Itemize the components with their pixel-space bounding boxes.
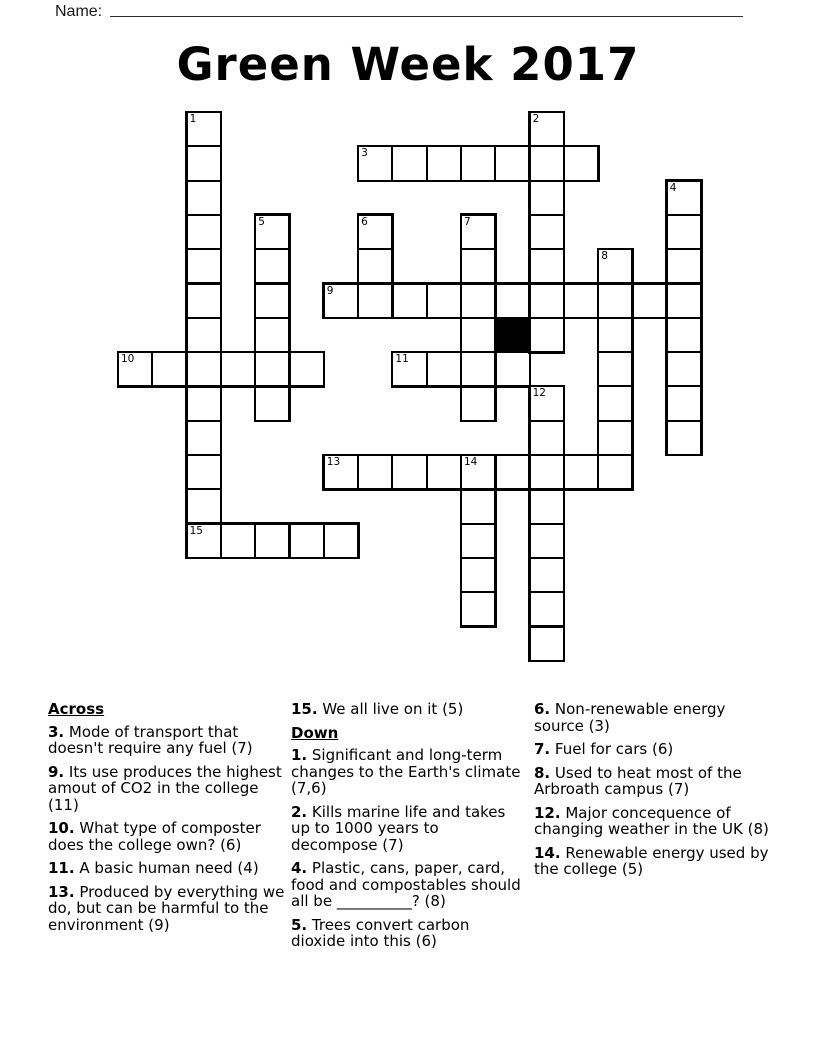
crossword-cell-r10-c2[interactable] xyxy=(186,454,222,490)
clue-text: Its use produces the highest amout of CO2 in the college (11) xyxy=(48,762,282,814)
clue-4 xyxy=(291,860,528,910)
crossword-cell-r4-c10[interactable] xyxy=(460,248,496,284)
crossword-cell-r1-c10[interactable] xyxy=(460,145,496,181)
clue-text: Significant and long-term changes to the Earth's climate (7,6) xyxy=(291,746,521,797)
clue-number: 12. xyxy=(534,803,561,822)
name-label: Name: xyxy=(55,3,103,20)
crossword-cell-r1-c8[interactable] xyxy=(391,145,427,181)
crossword-cell-r13-c12[interactable] xyxy=(529,557,565,593)
crossword-cell-r8-c4[interactable] xyxy=(254,385,290,421)
crossword-cell-r3-c10[interactable] xyxy=(460,214,496,250)
crossword-cell-r1-c13[interactable] xyxy=(563,145,599,181)
cell-number-10: 10 xyxy=(121,353,135,366)
clue-text: Produced by everything we do, but can be harmful to the environment (9) xyxy=(48,882,285,934)
crossword-cell-r1-c12[interactable] xyxy=(529,145,565,181)
cell-number-12: 12 xyxy=(532,387,546,400)
crossword-cell-r5-c13[interactable] xyxy=(563,283,599,319)
crossword-cell-r3-c2[interactable] xyxy=(186,214,222,250)
name-blank-line[interactable] xyxy=(110,2,743,17)
crossword-cell-r6-c2[interactable] xyxy=(186,317,222,353)
clue-text: A basic human need (4) xyxy=(74,859,259,877)
clue-number: 2. xyxy=(291,802,308,821)
cell-number-9: 9 xyxy=(326,284,334,297)
crossword-cell-r8-c16[interactable] xyxy=(666,385,702,421)
crossword-cell-r3-c16[interactable] xyxy=(666,214,702,250)
clue-number: 5. xyxy=(291,915,308,934)
cell-number-8: 8 xyxy=(601,250,608,263)
crossword-cell-r6-c10[interactable] xyxy=(460,317,496,353)
clue-text: Fuel for cars (6) xyxy=(550,740,674,758)
crossword-cell-r14-c10[interactable] xyxy=(460,591,496,627)
clue-number: 1. xyxy=(291,746,308,764)
crossword-cell-r10-c7[interactable] xyxy=(357,454,393,490)
crossword-cell-r3-c4[interactable] xyxy=(254,214,290,250)
crossword-cell-r10-c10[interactable] xyxy=(460,454,496,490)
cell-number-13: 13 xyxy=(326,456,341,468)
cell-number-1: 1 xyxy=(189,113,197,125)
crossword-cell-r2-c12[interactable] xyxy=(529,180,565,216)
clue-text: Major concequence of changing weather in the UK (8) xyxy=(534,803,769,838)
clue-text: Used to heat most of the Arbroath campus (7) xyxy=(534,763,742,798)
clue-number: 9. xyxy=(48,762,65,781)
crossword-cell-r5-c15[interactable] xyxy=(632,283,668,319)
clue-number: 11. xyxy=(48,859,75,877)
crossword-cell-r12-c2[interactable] xyxy=(186,523,222,559)
crossword-cell-r11-c10[interactable] xyxy=(460,488,496,524)
crossword-cell-r4-c14[interactable] xyxy=(597,248,633,284)
cell-number-14: 14 xyxy=(464,456,478,468)
crossword-cell-r12-c4[interactable] xyxy=(254,523,290,559)
crossword-cell-r4-c12[interactable] xyxy=(529,248,565,284)
crossword-cell-r15-c12[interactable] xyxy=(529,626,565,662)
crossword-cell-r1-c11[interactable] xyxy=(494,145,530,181)
crossword-cell-r7-c11[interactable] xyxy=(494,351,530,387)
crossword-cell-r4-c4[interactable] xyxy=(254,248,290,284)
crossword-cell-r7-c8[interactable] xyxy=(391,351,427,387)
cell-number-3: 3 xyxy=(361,147,368,160)
cell-number-4: 4 xyxy=(669,181,677,194)
crossword-cell-r9-c2[interactable] xyxy=(186,420,222,456)
clue-13 xyxy=(48,884,285,934)
crossword-cell-r5-c14[interactable] xyxy=(597,283,633,319)
clue-text: What type of composter does the college own? (6) xyxy=(48,819,261,854)
crossword-cell-r12-c6[interactable] xyxy=(323,523,359,559)
clue-text: We all live on it (5) xyxy=(317,700,464,718)
clue-7 xyxy=(534,741,776,758)
clue-11 xyxy=(48,860,285,877)
crossword-cell-r0-c2[interactable] xyxy=(186,111,222,147)
crossword-cell-r11-c2[interactable] xyxy=(186,488,222,524)
crossword-cell-r2-c16[interactable] xyxy=(666,180,702,216)
clue-9 xyxy=(48,764,285,814)
crossword-cell-r7-c9[interactable] xyxy=(426,351,462,387)
crossword-cell-r5-c11[interactable] xyxy=(494,283,530,319)
crossword-cell-r10-c12[interactable] xyxy=(529,454,565,490)
clue-number: 6. xyxy=(534,700,551,718)
crossword-cell-r14-c12[interactable] xyxy=(529,591,565,627)
crossword-cell-r4-c16[interactable] xyxy=(666,248,702,284)
clue-text: Plastic, cans, paper, card, food and compostables should all be __________? (8) xyxy=(291,859,521,910)
crossword-cell-r5-c10[interactable] xyxy=(460,283,496,319)
crossword-cell-r8-c2[interactable] xyxy=(186,385,222,421)
clues-column-down xyxy=(534,701,776,885)
clue-10 xyxy=(48,820,285,853)
crossword-cell-r7-c0[interactable] xyxy=(117,351,153,387)
clue-number: 8. xyxy=(534,763,551,782)
crossword-cell-r7-c2[interactable] xyxy=(186,351,222,387)
crossword-cell-r12-c12[interactable] xyxy=(529,523,565,559)
crossword-cell-r5-c8[interactable] xyxy=(391,283,427,319)
down-header: Down xyxy=(291,723,339,742)
crossword-cell-r11-c12[interactable] xyxy=(529,488,565,524)
crossword-cell-r7-c14[interactable] xyxy=(597,351,633,387)
clue-5 xyxy=(291,917,528,950)
clue-1 xyxy=(291,747,528,797)
crossword-cell-r1-c2[interactable] xyxy=(186,145,222,181)
crossword-cell-r1-c7[interactable] xyxy=(357,145,393,181)
crossword-cell-r10-c14[interactable] xyxy=(597,454,633,490)
cell-number-15: 15 xyxy=(189,524,203,537)
clue-number: 13. xyxy=(48,882,75,901)
clue-2 xyxy=(291,804,528,854)
across-header: Across xyxy=(48,700,105,718)
crossword-cell-r5-c9[interactable] xyxy=(426,283,462,319)
crossword-cell-r3-c12[interactable] xyxy=(529,214,565,250)
crossword-cell-r4-c7[interactable] xyxy=(357,248,393,284)
crossword-cell-r6-c14[interactable] xyxy=(597,317,633,353)
crossword-cell-r6-c12[interactable] xyxy=(529,317,565,353)
crossword-cell-r9-c12[interactable] xyxy=(529,420,565,456)
crossword-cell-r12-c10[interactable] xyxy=(460,523,496,559)
crossword-cell-r5-c16[interactable] xyxy=(666,283,702,319)
clue-text: Renewable energy used by the college (5) xyxy=(534,843,769,878)
crossword-cell-r7-c1[interactable] xyxy=(151,351,187,387)
crossword-cell-r8-c14[interactable] xyxy=(597,385,633,421)
clue-12 xyxy=(534,805,776,838)
clue-14 xyxy=(534,845,776,878)
clue-text: Trees convert carbon dioxide into this (6) xyxy=(291,915,470,950)
cell-number-5: 5 xyxy=(258,215,265,228)
crossword-cell-r5-c7[interactable] xyxy=(357,283,393,319)
cell-number-6: 6 xyxy=(361,215,368,228)
crossword-cell-r12-c5[interactable] xyxy=(289,523,325,559)
crossword-cell-r10-c13[interactable] xyxy=(563,454,599,490)
crossword-cell-r6-c16[interactable] xyxy=(666,317,702,353)
crossword-cell-r7-c5[interactable] xyxy=(289,351,325,387)
crossword-cell-r6-c4[interactable] xyxy=(254,317,290,353)
crossword-cell-r10-c8[interactable] xyxy=(391,454,427,490)
crossword-cell-r7-c3[interactable] xyxy=(220,351,256,387)
crossword-cell-r10-c11[interactable] xyxy=(494,454,530,490)
crossword-cell-r5-c12[interactable] xyxy=(529,283,565,319)
crossword-cell-r8-c10[interactable] xyxy=(460,385,496,421)
clue-number: 14. xyxy=(534,843,561,862)
clue-number: 7. xyxy=(534,740,551,758)
crossword-cell-r1-c9[interactable] xyxy=(426,145,462,181)
crossword-cell-r0-c12[interactable] xyxy=(529,111,565,147)
clue-8 xyxy=(534,765,776,798)
crossword-cell-r3-c7[interactable] xyxy=(357,214,393,250)
clue-text: Mode of transport that doesn't require any fuel (7) xyxy=(48,722,253,757)
cell-number-11: 11 xyxy=(395,353,409,366)
cell-number-7: 7 xyxy=(464,215,471,228)
crossword-cell-r4-c2[interactable] xyxy=(186,248,222,284)
crossword-cell-r9-c14[interactable] xyxy=(597,420,633,456)
black-cell xyxy=(494,317,530,353)
clue-15 xyxy=(291,701,528,718)
clue-3 xyxy=(48,724,285,757)
crossword-cell-r5-c2[interactable] xyxy=(186,283,222,319)
crossword-cell-r10-c6[interactable] xyxy=(323,454,359,490)
clue-number: 15. xyxy=(291,700,318,718)
crossword-cell-r7-c4[interactable] xyxy=(254,351,290,387)
clue-number: 3. xyxy=(48,722,65,741)
crossword-cell-r8-c12[interactable] xyxy=(529,385,565,421)
crossword-cell-r7-c10[interactable] xyxy=(460,351,496,387)
cell-number-2: 2 xyxy=(532,113,540,125)
crossword-cell-r12-c3[interactable] xyxy=(220,523,256,559)
clues-column-middle xyxy=(291,701,528,957)
crossword-cell-r10-c9[interactable] xyxy=(426,454,462,490)
crossword-cell-r5-c6[interactable] xyxy=(323,283,359,319)
clues-column-across xyxy=(48,701,285,940)
crossword-cell-r13-c10[interactable] xyxy=(460,557,496,593)
clue-text: Non-renewable energy source (3) xyxy=(534,700,726,735)
clue-number: 4. xyxy=(291,859,308,877)
clue-text: Kills marine life and takes up to 1000 years to decompose (7) xyxy=(291,802,506,854)
crossword-cell-r9-c16[interactable] xyxy=(666,420,702,456)
clue-6 xyxy=(534,701,776,734)
crossword-cell-r7-c16[interactable] xyxy=(666,351,702,387)
crossword-cell-r5-c4[interactable] xyxy=(254,283,290,319)
page-title: Green Week 2017 xyxy=(176,38,640,91)
clue-number: 10. xyxy=(48,819,75,837)
crossword-cell-r2-c2[interactable] xyxy=(186,180,222,216)
